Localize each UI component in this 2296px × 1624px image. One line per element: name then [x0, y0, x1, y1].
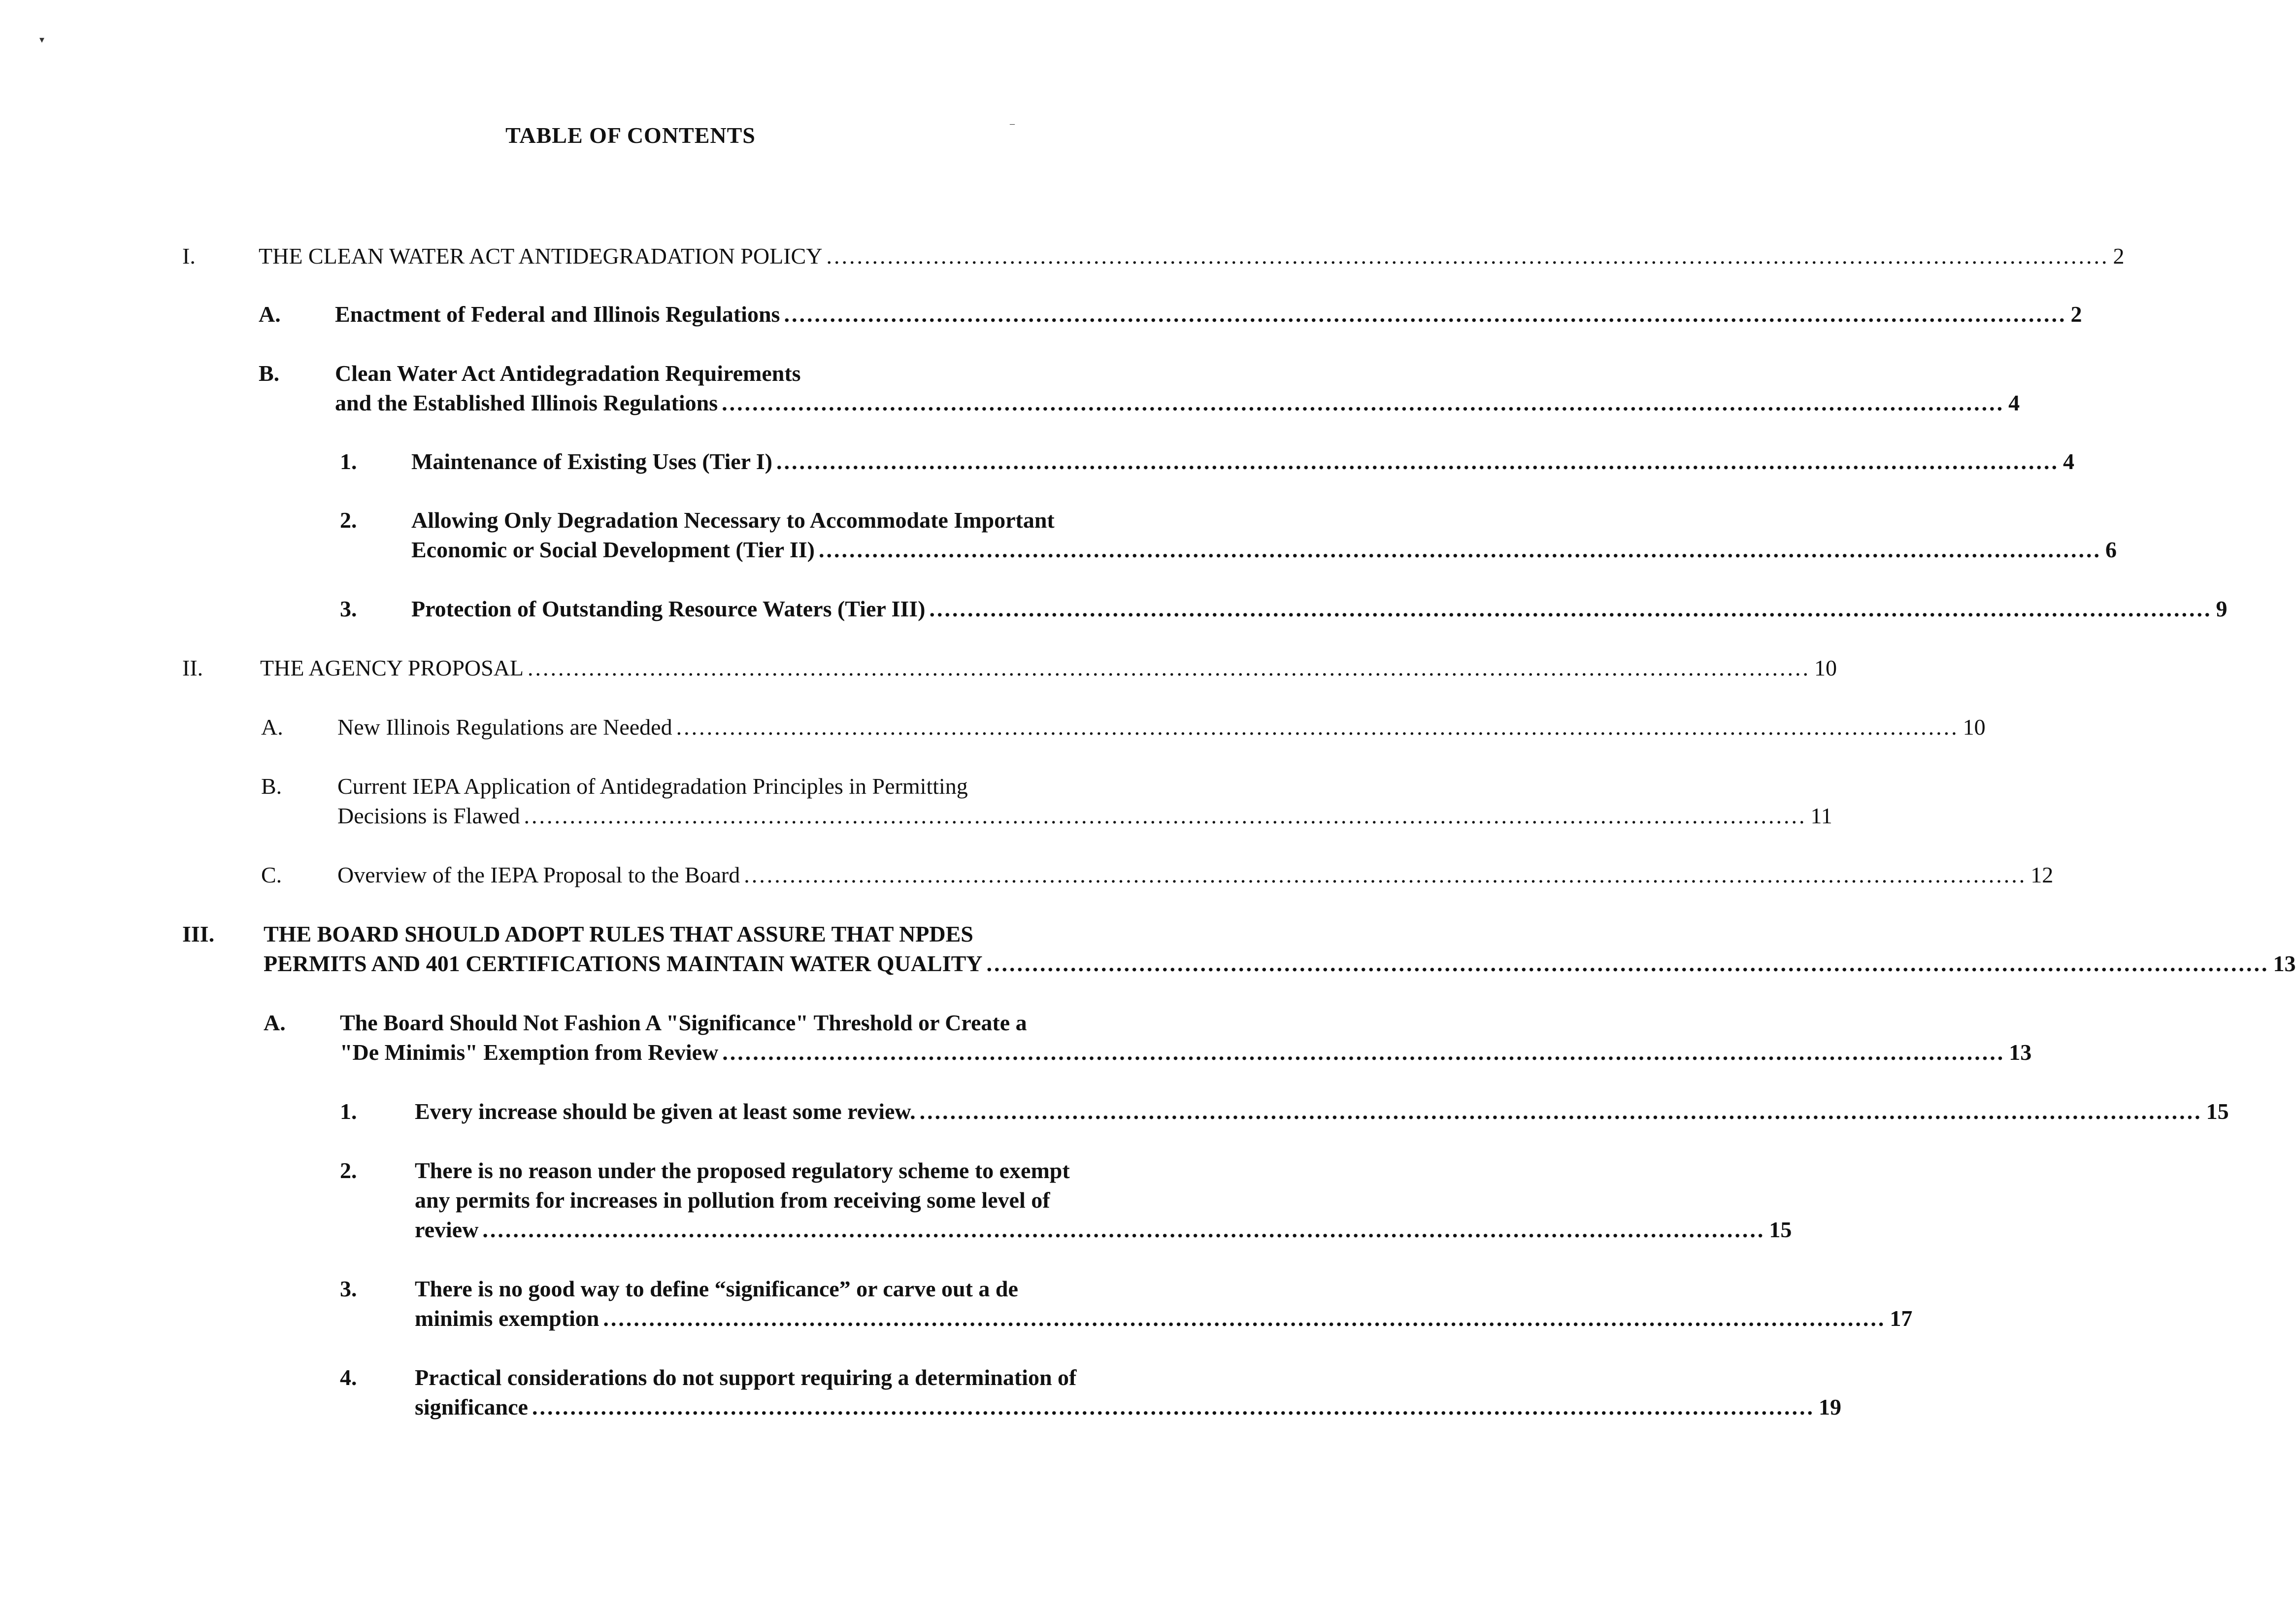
- dot-leader: ........................................................................................................................................................................: [603, 1306, 1886, 1331]
- toc-entry-text: The Board Should Not Fashion A "Significance" Threshold or Create a: [340, 1010, 1027, 1035]
- toc-page-number: 19: [1818, 1394, 1841, 1420]
- toc-entry-text: Clean Water Act Antidegradation Requirements: [335, 361, 801, 386]
- toc-page-number: 11: [1810, 803, 1832, 828]
- toc-entry-number: C.: [261, 862, 282, 887]
- toc-entry-number: A.: [259, 302, 281, 327]
- toc-page-number: 4: [2063, 449, 2074, 474]
- toc-entry-text: Practical considerations do not support requiring a determination of: [415, 1365, 1077, 1390]
- toc-entry-number: 3.: [340, 1276, 357, 1301]
- dot-leader: ........................................................................................................................................................................: [919, 1099, 2202, 1124]
- toc-entry-number: 2.: [340, 508, 357, 533]
- toc-entry-text: Allowing Only Degradation Necessary to Accommodate Important: [411, 508, 1055, 533]
- dot-leader: ........................................................................................................................................................................: [722, 390, 2005, 415]
- dot-leader: ........................................................................................................................................................................: [784, 302, 2067, 327]
- toc-entry-number: 1.: [340, 1099, 357, 1124]
- toc-entry-II: [182, 653, 1837, 683]
- toc-page-number: 2: [2113, 243, 2125, 269]
- toc-entry-text: THE CLEAN WATER ACT ANTIDEGRADATION POLICY: [259, 243, 823, 269]
- toc-entry-III-A-4: [340, 1363, 1841, 1422]
- toc-page-number: 9: [2216, 596, 2228, 621]
- toc-entry-text: Enactment of Federal and Illinois Regulations: [335, 302, 780, 327]
- toc-entry-number: A.: [264, 1010, 286, 1035]
- toc-entry-I-A: [259, 300, 2082, 329]
- scan-speck: ‒: [1010, 118, 1015, 129]
- toc-entry-number: I.: [182, 243, 196, 269]
- toc-page-number: 15: [2206, 1099, 2229, 1124]
- toc-entry-number: 4.: [340, 1365, 357, 1390]
- dot-leader: ........................................................................................................................................................................: [929, 596, 2212, 621]
- toc-entry-text: New Illinois Regulations are Needed: [337, 714, 672, 740]
- toc-page-number: 13: [2009, 1040, 2032, 1065]
- toc-entry-III-A-3: [340, 1274, 1913, 1333]
- toc-entry-text: and the Established Illinois Regulations: [335, 390, 718, 415]
- toc-entry-II-B: [261, 772, 1832, 831]
- dot-leader: ........................................................................................................................................................................: [528, 655, 1811, 680]
- toc-page-number: 15: [1769, 1217, 1792, 1242]
- dot-leader: ........................................................................................................................................................................: [532, 1394, 1815, 1420]
- toc-entry-text: Protection of Outstanding Resource Waters (Tier III): [411, 596, 926, 621]
- toc-entry-I-B: [259, 359, 2020, 418]
- toc-page-number: 13: [2273, 951, 2296, 976]
- scan-speck: ▾: [39, 34, 45, 45]
- toc-entry-text: There is no reason under the proposed regulatory scheme to exempt: [415, 1158, 1070, 1183]
- page-title: TABLE OF CONTENTS: [505, 123, 756, 148]
- toc-entry-I-B-2: [340, 506, 2117, 565]
- dot-leader: ........................................................................................................................................................................: [986, 951, 2269, 976]
- dot-leader: ........................................................................................................................................................................: [818, 537, 2101, 562]
- toc-entry-III-A: [264, 1008, 2032, 1067]
- toc-entry-number: 3.: [340, 596, 357, 621]
- toc-entry-text: any permits for increases in pollution from receiving some level of: [415, 1187, 1050, 1213]
- dot-leader: ........................................................................................................................................................................: [524, 803, 1807, 828]
- toc-entry-text: Economic or Social Development (Tier II): [411, 537, 815, 562]
- toc-page-number: 2: [2070, 302, 2082, 327]
- toc-page-number: 17: [1890, 1306, 1913, 1331]
- toc-entry-III: [182, 919, 2296, 979]
- toc-entry-number: B.: [261, 774, 282, 799]
- toc-entry-II-A: [261, 712, 1986, 742]
- toc-entry-text: THE BOARD SHOULD ADOPT RULES THAT ASSURE THAT NPDES: [264, 921, 973, 947]
- toc-entry-text: THE AGENCY PROPOSAL: [260, 655, 524, 680]
- toc-entry-text: minimis exemption: [415, 1306, 599, 1331]
- toc-entry-II-C: [261, 860, 2054, 890]
- toc-page-number: 10: [1814, 655, 1837, 680]
- toc-entry-I: [182, 241, 2125, 271]
- dot-leader: ........................................................................................................................................................................: [676, 714, 1959, 740]
- toc-entry-III-A-1: [340, 1097, 2229, 1126]
- toc-entry-number: B.: [259, 361, 280, 386]
- toc-entry-text: PERMITS AND 401 CERTIFICATIONS MAINTAIN WATER QUALITY: [264, 951, 983, 976]
- dot-leader: ........................................................................................................................................................................: [776, 449, 2059, 474]
- toc-entry-text: significance: [415, 1394, 528, 1420]
- toc-page-number: 10: [1963, 714, 1986, 740]
- dot-leader: ........................................................................................................................................................................: [826, 243, 2109, 269]
- toc-entry-I-B-3: [340, 594, 2228, 624]
- dot-leader: ........................................................................................................................................................................: [722, 1040, 2005, 1065]
- toc-entry-text: Every increase should be given at least some review.: [415, 1099, 916, 1124]
- toc-entry-text: review: [415, 1217, 479, 1242]
- dot-leader: ........................................................................................................................................................................: [744, 862, 2027, 887]
- toc-entry-text: There is no good way to define “significance” or carve out a de: [415, 1276, 1018, 1301]
- toc-entry-III-A-2: [340, 1156, 1792, 1245]
- toc-entry-number: A.: [261, 714, 283, 740]
- toc-page-number: 4: [2008, 390, 2020, 415]
- toc-entry-text: Decisions is Flawed: [337, 803, 520, 828]
- toc-entry-text: Overview of the IEPA Proposal to the Board: [337, 862, 740, 887]
- toc-entry-text: Current IEPA Application of Antidegradation Principles in Permitting: [337, 774, 968, 799]
- toc-page-number: 12: [2030, 862, 2054, 887]
- toc-entry-number: 2.: [340, 1158, 357, 1183]
- toc-entry-I-B-1: [340, 447, 2074, 476]
- toc-entry-number: II.: [182, 655, 203, 680]
- toc-entry-text: Maintenance of Existing Uses (Tier I): [411, 449, 772, 474]
- dot-leader: ........................................................................................................................................................................: [482, 1217, 1765, 1242]
- toc-entry-text: "De Minimis" Exemption from Review: [340, 1040, 719, 1065]
- toc-entry-number: III.: [182, 921, 215, 947]
- toc-entry-number: 1.: [340, 449, 357, 474]
- toc-page-number: 6: [2105, 537, 2117, 562]
